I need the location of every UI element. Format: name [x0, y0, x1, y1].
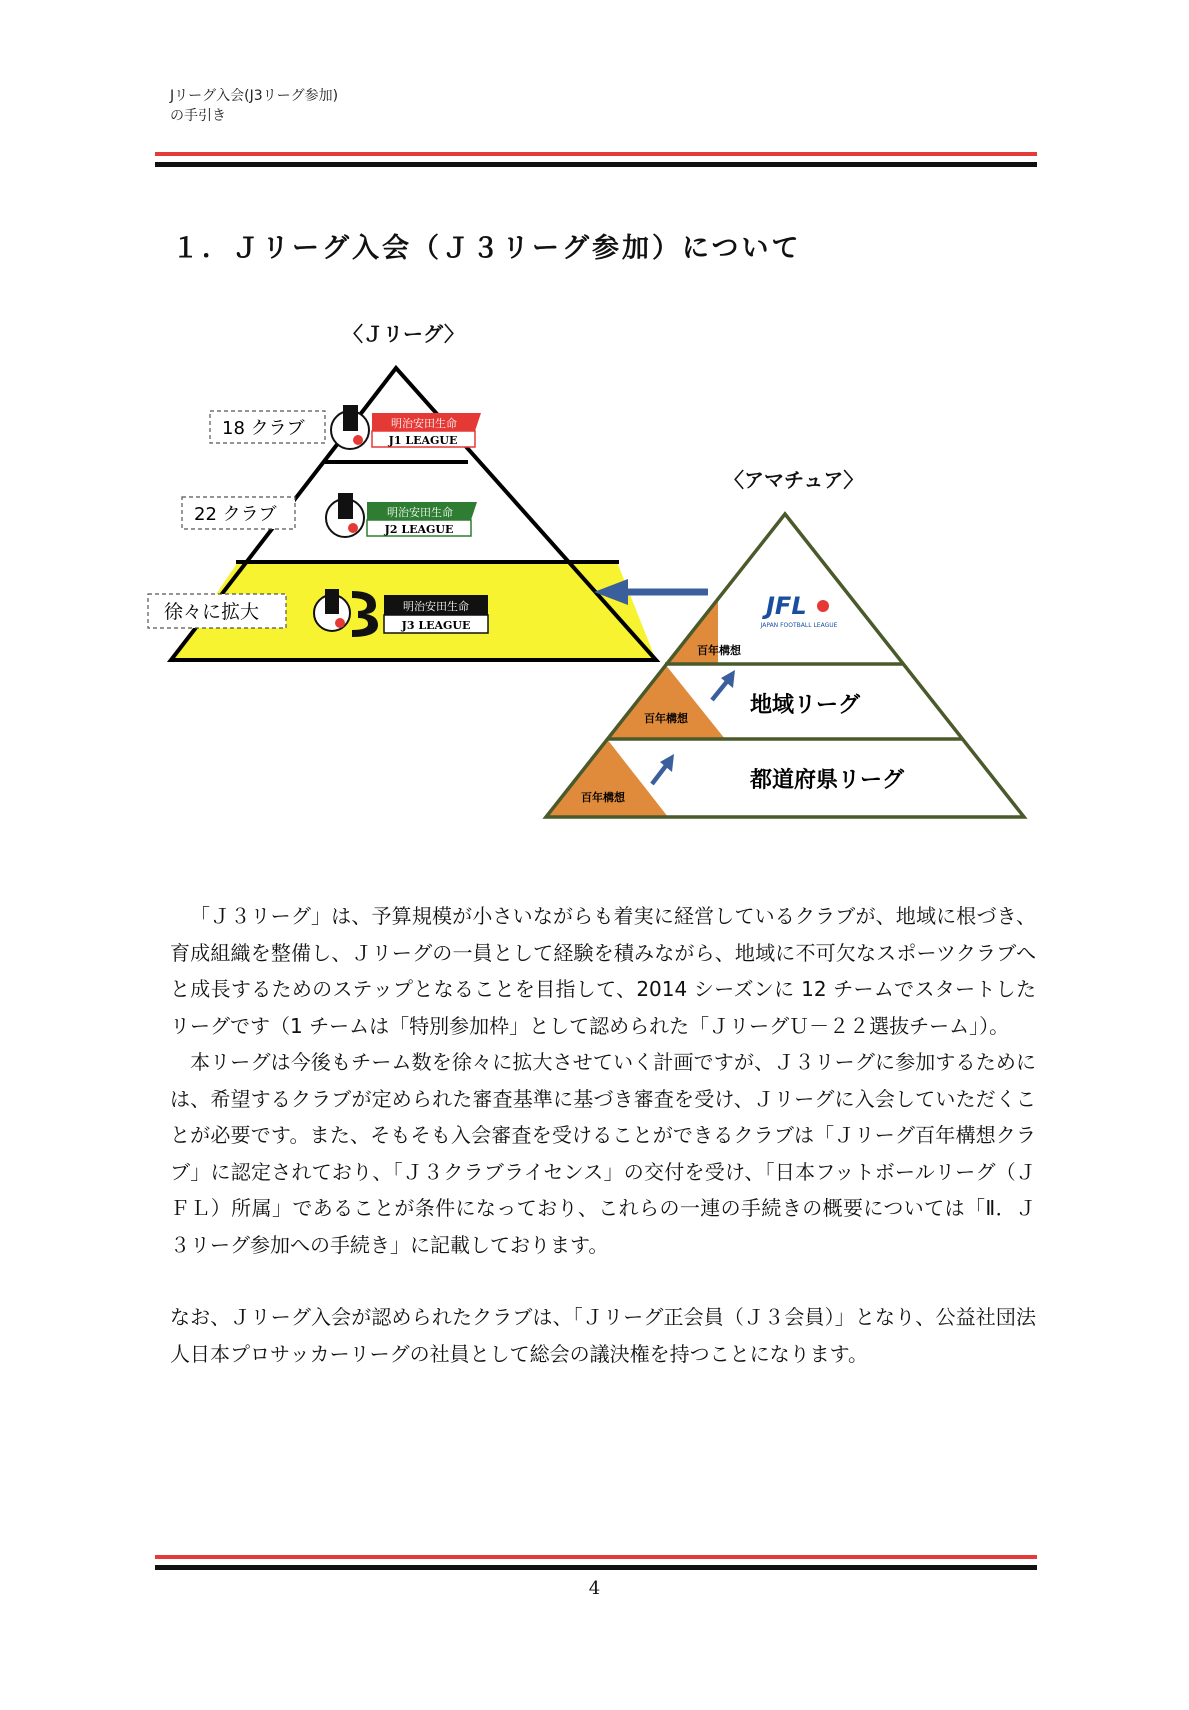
prefectural-hyakunen-label: 百年構想 [581, 791, 625, 804]
j3-sponsor: 明治安田生命 [403, 600, 469, 613]
j1-sponsor: 明治安田生命 [391, 417, 457, 430]
j2-name: J2 LEAGUE [384, 523, 454, 536]
jfl-logo-text: JFL [766, 592, 807, 620]
j1-name: J1 LEAGUE [388, 434, 458, 447]
j3-count-label: 徐々に拡大 [164, 601, 260, 623]
j2-count-box [182, 497, 295, 529]
regional-league-label: 地域リーグ [749, 693, 861, 718]
header-line-1: Jリーグ入会(J3リーグ参加) [170, 88, 339, 104]
jfl-hyakunen-label: 百年構想 [697, 644, 741, 657]
section-heading: １．Ｊリーグ入会（Ｊ３リーグ参加）について [172, 233, 802, 264]
jfl-logo-subtitle: JAPAN FOOTBALL LEAGUE [760, 622, 838, 629]
regional-to-jfl-arrow [712, 670, 735, 700]
j1-count-label: 18 クラブ [222, 418, 305, 439]
amateur-pyramid [546, 514, 1024, 817]
footer-rule-red [155, 1555, 1037, 1559]
amateur-caption: 〈アマチュア〉 [724, 468, 864, 492]
paragraph-3: なお、Ｊリーグ入会が認められたクラブは、「Ｊリーグ正会員（Ｊ３会員）」となり、公益社団法人日本プロサッカーリーグの社員として総会の議決権を持つことになります。 [170, 1305, 1036, 1366]
j3-count-box [148, 594, 286, 628]
page-number: 4 [588, 1578, 601, 1599]
j2-sponsor: 明治安田生命 [387, 506, 453, 519]
j2-logo [326, 493, 477, 537]
prefectural-hyakunen-fill [546, 739, 668, 817]
jfl-logo [760, 592, 838, 629]
j3-name: J3 LEAGUE [401, 619, 471, 632]
prefectural-league-label: 都道府県リーグ [749, 768, 905, 793]
regional-hyakunen-fill [607, 664, 725, 739]
body-text [170, 898, 1036, 1372]
prefectural-to-regional-arrow [652, 754, 674, 784]
j2-count-label: 22 クラブ [194, 504, 277, 525]
j3-logo [314, 589, 488, 637]
header-line-2: の手引き [170, 108, 226, 124]
j1-count-box [210, 411, 325, 443]
j1-logo [331, 405, 481, 449]
jleague-caption: 〈Ｊリーグ〉 [343, 322, 464, 346]
regional-hyakunen-label: 百年構想 [644, 712, 688, 725]
paragraph-2: 本リーグは今後もチーム数を徐々に拡大させていく計画ですが、Ｊ３リーグに参加するためには、希望するクラブが定められた審査基準に基づき審査を受け、Ｊリーグに入会していただくことが必要です。また、そもそも入会審査を受けることができるクラブは「Ｊリーグ百年構想クラブ」に認定されており、「Ｊ３クラブライセンス」の交付を受け、「日本フットボールリーグ（ＪＦＬ）所属」であることが条件になっており、これらの一連の手続きの概要については「Ⅱ．Ｊ３リーグ参加への手続き」に記載しております。 [170, 1050, 1036, 1257]
paragraph-1: 「Ｊ３リーグ」は、予算規模が小さいながらも着実に経営しているクラブが、地域に根づき、育成組織を整備し、Ｊリーグの一員として経験を積みながら、地域に不可欠なスポーツクラブへと成長するためのステップとなることを目指して、2014 シーズンに 12 チームでスタートしたリーグです（1 チームは「特別参加枠」として認められた「ＪリーグＵ－２２選抜チーム」）。 [170, 904, 1036, 1038]
footer-rule-black [155, 1565, 1037, 1570]
